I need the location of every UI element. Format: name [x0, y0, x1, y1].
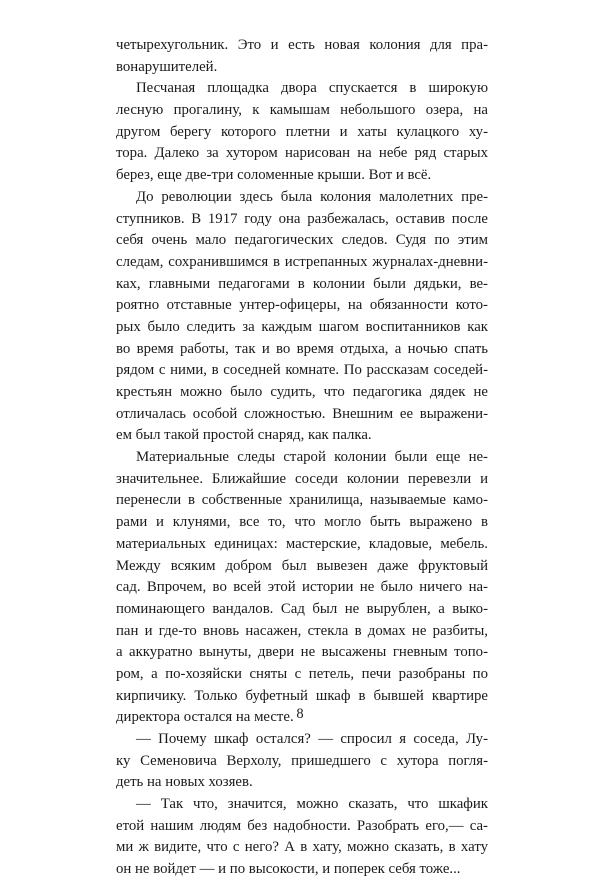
- text-line: — Почему шкаф остался? — спросил я соседа, Лу-: [136, 731, 488, 747]
- text-line: — Так что, значится, можно сказать, что шкафик: [136, 796, 488, 813]
- text-line: етой нашим людям без надобности. Разобрать его,— са-: [116, 817, 488, 834]
- text-line: ку Семеновича Верхолу, пришедшего с хутора погля-: [116, 752, 488, 769]
- text-line: директора остался на месте.: [116, 709, 294, 726]
- body-text: [116, 35, 488, 881]
- text-line: лесную прогалину, к камышам небольшого озера, на: [116, 102, 488, 119]
- text-line: Материальные следы старой колонии были еще не-: [136, 449, 488, 466]
- text-line: другом берегу которого плетни и хаты кулацкого ху-: [116, 123, 488, 140]
- text-line: берез, еще две-три соломенные крыши. Вот и всё.: [116, 167, 432, 184]
- text-line: рых было следить за каждым шагом воспитанников как: [116, 318, 488, 335]
- text-line: себя очень мало педагогических следов. Судя по этим: [116, 232, 488, 249]
- text-line: кирпичику. Только буфетный шкаф в бывшей квартире: [116, 687, 488, 704]
- text-line: материальных единицах: мастерские, кладовые, мебель.: [116, 535, 488, 552]
- text-line: поминающего вандалов. Сад был не вырублен, а выко-: [116, 600, 488, 617]
- text-line: он не войдет — и по высокости, и поперек себя тоже...: [116, 861, 461, 878]
- text-line: перенесли в собственные хранилища, называемые камо-: [116, 492, 488, 509]
- text-line: ках, главными педагогами в колонии были дядьки, ве-: [116, 275, 488, 292]
- text-line: отличалась особой сложностью. Внешним ее выражени-: [116, 405, 488, 422]
- text-line: четырехугольник. Это и есть новая колония для пра-: [116, 37, 488, 53]
- text-line: во время работы, так и во время отдыха, а ночью спать: [116, 340, 488, 357]
- text-line: ми ж видите, что с него? А в хату, можно сказать, в хату: [116, 839, 488, 856]
- text-line: Между всяким добром был вывезен даже фруктовый: [116, 557, 488, 574]
- text-line: Песчаная площадка двора спускается в широкую: [136, 80, 488, 97]
- text-line: а аккуратно вынуты, двери не высажены гневным топо-: [116, 644, 488, 661]
- text-line: сад. Впрочем, во всей этой истории не было ничего на-: [116, 579, 488, 596]
- text-line: крестьян можно было судить, что педагогика дядек не: [116, 384, 488, 400]
- text-line: тора. Далеко за хутором нарисован на небе ряд старых: [116, 145, 488, 162]
- text-line: вонарушителей.: [116, 58, 218, 75]
- page-number: 8: [296, 706, 304, 722]
- text-line: следам, сохранившимся в истрепанных журналах-дневни-: [116, 253, 488, 270]
- text-line: рами и клунями, все то, что могло быть выражено в: [116, 514, 488, 531]
- text-line: деть на новых хозяев.: [116, 774, 253, 791]
- text-line: ем был такой простой снаряд, как палка.: [116, 427, 372, 444]
- text-line: значительнее. Ближайшие соседи колонии перевезли и: [116, 470, 488, 487]
- text-line: рядом с ними, в соседней комнате. По рассказам соседей-: [116, 362, 488, 379]
- text-line: роятно отставные унтер-офицеры, на обязанности кото-: [116, 297, 488, 314]
- text-line: ступников. В 1917 году она разбежалась, оставив после: [116, 210, 488, 227]
- text-line: ром, а по-хозяйски сняты с петель, печи разобраны по: [116, 665, 488, 682]
- text-line: пан и где-то вновь насажен, стекла в домах не разбиты,: [116, 622, 488, 639]
- text-line: До революции здесь была колония малолетних пре-: [136, 188, 488, 205]
